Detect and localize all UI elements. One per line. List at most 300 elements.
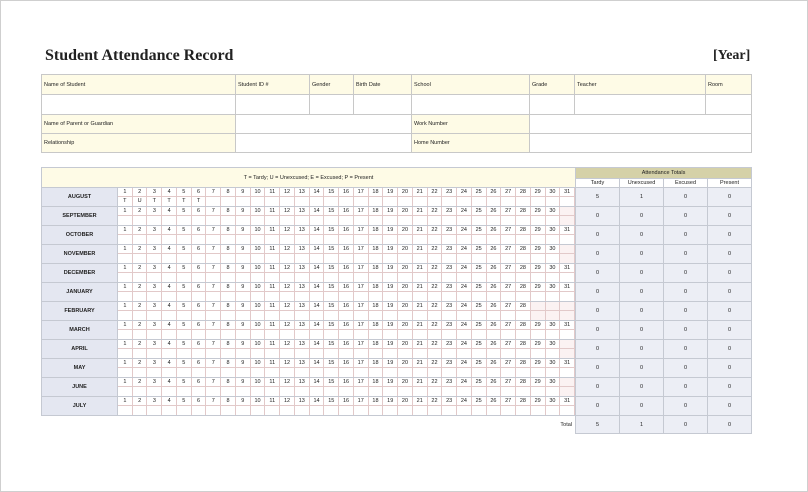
attendance-mark-cell[interactable] (221, 406, 236, 415)
attendance-mark-cell[interactable] (442, 406, 457, 415)
attendance-mark-cell[interactable] (516, 254, 531, 263)
home-number-field[interactable] (530, 134, 752, 153)
attendance-mark-cell[interactable] (221, 349, 236, 358)
attendance-mark-cell[interactable] (251, 235, 266, 244)
attendance-mark-cell[interactable] (383, 368, 398, 377)
attendance-mark-cell[interactable] (324, 349, 339, 358)
attendance-mark-cell[interactable] (531, 292, 546, 301)
attendance-mark-cell[interactable] (560, 406, 575, 415)
attendance-mark-cell[interactable] (324, 406, 339, 415)
attendance-mark-cell[interactable] (413, 197, 428, 206)
attendance-mark-cell[interactable] (383, 311, 398, 320)
attendance-mark-cell[interactable] (147, 216, 162, 225)
attendance-mark-cell[interactable] (206, 292, 221, 301)
attendance-mark-cell[interactable] (162, 292, 177, 301)
attendance-mark-cell[interactable] (516, 292, 531, 301)
attendance-mark-cell[interactable] (428, 368, 443, 377)
attendance-mark-cell[interactable] (531, 235, 546, 244)
attendance-mark-cell[interactable] (546, 197, 561, 206)
attendance-mark-cell[interactable] (531, 216, 546, 225)
attendance-mark-cell[interactable] (310, 273, 325, 282)
attendance-mark-cell[interactable] (428, 254, 443, 263)
attendance-mark-cell[interactable] (177, 311, 192, 320)
attendance-mark-cell[interactable] (428, 216, 443, 225)
attendance-mark-cell[interactable] (339, 216, 354, 225)
attendance-mark-cell[interactable] (472, 273, 487, 282)
attendance-mark-cell[interactable] (383, 406, 398, 415)
attendance-mark-cell[interactable] (177, 273, 192, 282)
attendance-mark-cell[interactable] (354, 330, 369, 339)
attendance-mark-cell[interactable] (354, 216, 369, 225)
attendance-mark-cell[interactable] (133, 235, 148, 244)
attendance-mark-cell[interactable] (236, 330, 251, 339)
attendance-mark-cell[interactable] (118, 406, 133, 415)
attendance-mark-cell[interactable] (324, 197, 339, 206)
attendance-mark-cell[interactable] (339, 368, 354, 377)
attendance-mark-cell[interactable] (236, 216, 251, 225)
attendance-mark-cell[interactable] (324, 292, 339, 301)
attendance-mark-cell[interactable] (206, 349, 221, 358)
attendance-mark-cell[interactable] (531, 368, 546, 377)
attendance-mark-cell[interactable] (295, 349, 310, 358)
attendance-mark-cell[interactable] (162, 387, 177, 396)
attendance-mark-cell[interactable] (206, 387, 221, 396)
attendance-mark-cell[interactable] (428, 387, 443, 396)
attendance-mark-cell[interactable] (206, 254, 221, 263)
attendance-mark-cell[interactable] (369, 235, 384, 244)
attendance-mark-cell[interactable] (280, 349, 295, 358)
attendance-mark-cell[interactable] (251, 406, 266, 415)
attendance-mark-cell[interactable] (310, 349, 325, 358)
attendance-mark-cell[interactable] (501, 235, 516, 244)
attendance-mark-cell[interactable] (369, 349, 384, 358)
attendance-mark-cell[interactable] (206, 406, 221, 415)
attendance-mark-cell[interactable] (251, 216, 266, 225)
attendance-mark-cell[interactable] (280, 216, 295, 225)
attendance-mark-cell[interactable] (162, 406, 177, 415)
attendance-mark-cell[interactable] (147, 311, 162, 320)
attendance-mark-cell[interactable] (369, 330, 384, 339)
attendance-mark-cell[interactable] (236, 368, 251, 377)
attendance-mark-cell[interactable] (280, 311, 295, 320)
attendance-mark-cell[interactable] (546, 292, 561, 301)
attendance-mark-cell[interactable] (118, 330, 133, 339)
attendance-mark-cell[interactable] (324, 235, 339, 244)
attendance-mark-cell[interactable] (280, 273, 295, 282)
attendance-mark-cell[interactable] (192, 292, 207, 301)
student-name-field[interactable] (42, 95, 236, 115)
attendance-mark-cell[interactable]: U (133, 197, 148, 206)
attendance-mark-cell[interactable] (162, 216, 177, 225)
attendance-mark-cell[interactable] (147, 273, 162, 282)
attendance-mark-cell[interactable] (457, 216, 472, 225)
attendance-mark-cell[interactable] (531, 273, 546, 282)
attendance-mark-cell[interactable] (310, 235, 325, 244)
attendance-mark-cell[interactable] (324, 273, 339, 282)
attendance-mark-cell[interactable] (413, 406, 428, 415)
attendance-mark-cell[interactable] (457, 235, 472, 244)
birth-date-field[interactable] (354, 95, 412, 115)
attendance-mark-cell[interactable] (546, 349, 561, 358)
attendance-mark-cell[interactable] (251, 254, 266, 263)
attendance-mark-cell[interactable] (133, 406, 148, 415)
attendance-mark-cell[interactable] (383, 273, 398, 282)
attendance-mark-cell[interactable] (383, 292, 398, 301)
attendance-mark-cell[interactable] (133, 311, 148, 320)
attendance-mark-cell[interactable]: T (177, 197, 192, 206)
attendance-mark-cell[interactable] (442, 254, 457, 263)
attendance-mark-cell[interactable] (251, 330, 266, 339)
attendance-mark-cell[interactable] (147, 406, 162, 415)
attendance-mark-cell[interactable] (265, 273, 280, 282)
attendance-mark-cell[interactable] (118, 235, 133, 244)
attendance-mark-cell[interactable] (280, 292, 295, 301)
attendance-mark-cell[interactable] (442, 235, 457, 244)
attendance-mark-cell[interactable] (457, 330, 472, 339)
attendance-mark-cell[interactable] (546, 387, 561, 396)
attendance-mark-cell[interactable] (487, 330, 502, 339)
attendance-mark-cell[interactable] (118, 273, 133, 282)
attendance-mark-cell[interactable] (221, 273, 236, 282)
attendance-mark-cell[interactable] (442, 349, 457, 358)
attendance-mark-cell[interactable] (413, 311, 428, 320)
attendance-mark-cell[interactable] (413, 330, 428, 339)
attendance-mark-cell[interactable] (147, 254, 162, 263)
attendance-mark-cell[interactable] (236, 387, 251, 396)
attendance-mark-cell[interactable] (310, 197, 325, 206)
attendance-mark-cell[interactable] (487, 216, 502, 225)
attendance-mark-cell[interactable] (221, 368, 236, 377)
attendance-mark-cell[interactable] (546, 216, 561, 225)
attendance-mark-cell[interactable] (310, 406, 325, 415)
attendance-mark-cell[interactable] (472, 235, 487, 244)
attendance-mark-cell[interactable] (251, 368, 266, 377)
attendance-mark-cell[interactable] (516, 330, 531, 339)
attendance-mark-cell[interactable] (251, 387, 266, 396)
attendance-mark-cell[interactable] (118, 292, 133, 301)
attendance-mark-cell[interactable] (487, 235, 502, 244)
attendance-mark-cell[interactable] (398, 273, 413, 282)
attendance-mark-cell[interactable] (265, 254, 280, 263)
attendance-mark-cell[interactable] (192, 349, 207, 358)
attendance-mark-cell[interactable] (383, 387, 398, 396)
attendance-mark-cell[interactable] (251, 197, 266, 206)
attendance-mark-cell[interactable] (442, 368, 457, 377)
attendance-mark-cell[interactable] (236, 254, 251, 263)
attendance-mark-cell[interactable] (413, 349, 428, 358)
attendance-mark-cell[interactable] (546, 330, 561, 339)
attendance-mark-cell[interactable] (413, 216, 428, 225)
attendance-mark-cell[interactable] (339, 406, 354, 415)
attendance-mark-cell[interactable] (339, 197, 354, 206)
attendance-mark-cell[interactable] (265, 368, 280, 377)
attendance-mark-cell[interactable] (442, 273, 457, 282)
attendance-mark-cell[interactable] (398, 216, 413, 225)
attendance-mark-cell[interactable] (501, 311, 516, 320)
attendance-mark-cell[interactable] (310, 368, 325, 377)
attendance-mark-cell[interactable] (162, 330, 177, 339)
attendance-mark-cell[interactable] (428, 235, 443, 244)
attendance-mark-cell[interactable] (560, 292, 575, 301)
attendance-mark-cell[interactable] (442, 197, 457, 206)
attendance-mark-cell[interactable] (177, 216, 192, 225)
attendance-mark-cell[interactable] (206, 273, 221, 282)
attendance-mark-cell[interactable] (398, 254, 413, 263)
attendance-mark-cell[interactable] (206, 330, 221, 339)
attendance-mark-cell[interactable] (295, 254, 310, 263)
attendance-mark-cell[interactable] (206, 197, 221, 206)
attendance-mark-cell[interactable] (369, 273, 384, 282)
attendance-mark-cell[interactable] (546, 235, 561, 244)
attendance-mark-cell[interactable] (280, 235, 295, 244)
attendance-mark-cell[interactable] (192, 387, 207, 396)
attendance-mark-cell[interactable] (383, 216, 398, 225)
attendance-mark-cell[interactable] (516, 197, 531, 206)
attendance-mark-cell[interactable] (133, 349, 148, 358)
attendance-mark-cell[interactable] (369, 368, 384, 377)
attendance-mark-cell[interactable] (133, 387, 148, 396)
attendance-mark-cell[interactable] (265, 311, 280, 320)
grade-field[interactable] (530, 95, 575, 115)
attendance-mark-cell[interactable] (501, 349, 516, 358)
attendance-mark-cell[interactable] (324, 254, 339, 263)
attendance-mark-cell[interactable] (442, 330, 457, 339)
attendance-mark-cell[interactable] (487, 273, 502, 282)
attendance-mark-cell[interactable] (472, 254, 487, 263)
attendance-mark-cell[interactable] (133, 273, 148, 282)
attendance-mark-cell[interactable] (560, 368, 575, 377)
attendance-mark-cell[interactable]: T (147, 197, 162, 206)
attendance-mark-cell[interactable] (442, 292, 457, 301)
attendance-mark-cell[interactable] (162, 235, 177, 244)
attendance-mark-cell[interactable] (206, 216, 221, 225)
attendance-mark-cell[interactable] (413, 235, 428, 244)
attendance-mark-cell[interactable] (487, 349, 502, 358)
attendance-mark-cell[interactable] (546, 254, 561, 263)
attendance-mark-cell[interactable] (280, 387, 295, 396)
attendance-mark-cell[interactable] (516, 235, 531, 244)
attendance-mark-cell[interactable] (310, 292, 325, 301)
attendance-mark-cell[interactable] (324, 330, 339, 339)
year-field[interactable]: [Year] (713, 48, 751, 63)
attendance-mark-cell[interactable] (177, 349, 192, 358)
attendance-mark-cell[interactable] (472, 349, 487, 358)
attendance-mark-cell[interactable] (501, 330, 516, 339)
attendance-mark-cell[interactable] (531, 254, 546, 263)
attendance-mark-cell[interactable] (546, 406, 561, 415)
attendance-mark-cell[interactable] (147, 330, 162, 339)
attendance-mark-cell[interactable] (133, 292, 148, 301)
attendance-mark-cell[interactable] (133, 368, 148, 377)
attendance-mark-cell[interactable] (560, 273, 575, 282)
attendance-mark-cell[interactable] (428, 311, 443, 320)
attendance-mark-cell[interactable] (147, 349, 162, 358)
attendance-mark-cell[interactable] (324, 216, 339, 225)
attendance-mark-cell[interactable] (192, 311, 207, 320)
attendance-mark-cell[interactable] (118, 387, 133, 396)
attendance-mark-cell[interactable] (546, 273, 561, 282)
attendance-mark-cell[interactable] (310, 254, 325, 263)
attendance-mark-cell[interactable] (501, 197, 516, 206)
attendance-mark-cell[interactable] (501, 406, 516, 415)
attendance-mark-cell[interactable] (516, 311, 531, 320)
attendance-mark-cell[interactable] (354, 273, 369, 282)
room-field[interactable] (706, 95, 752, 115)
attendance-mark-cell[interactable] (457, 273, 472, 282)
school-field[interactable] (412, 95, 530, 115)
attendance-mark-cell[interactable] (472, 197, 487, 206)
attendance-mark-cell[interactable] (310, 311, 325, 320)
attendance-mark-cell[interactable] (354, 368, 369, 377)
attendance-mark-cell[interactable] (428, 349, 443, 358)
attendance-mark-cell[interactable] (280, 254, 295, 263)
attendance-mark-cell[interactable] (280, 330, 295, 339)
attendance-mark-cell[interactable] (162, 273, 177, 282)
attendance-mark-cell[interactable] (133, 254, 148, 263)
attendance-mark-cell[interactable] (354, 387, 369, 396)
attendance-mark-cell[interactable] (398, 197, 413, 206)
parent-guardian-field[interactable] (236, 115, 412, 134)
attendance-mark-cell[interactable] (413, 254, 428, 263)
attendance-mark-cell[interactable] (398, 406, 413, 415)
attendance-mark-cell[interactable] (472, 311, 487, 320)
attendance-mark-cell[interactable] (192, 235, 207, 244)
attendance-mark-cell[interactable] (118, 254, 133, 263)
attendance-mark-cell[interactable] (531, 197, 546, 206)
attendance-mark-cell[interactable] (369, 254, 384, 263)
attendance-mark-cell[interactable] (487, 197, 502, 206)
attendance-mark-cell[interactable] (501, 216, 516, 225)
attendance-mark-cell[interactable] (369, 387, 384, 396)
attendance-mark-cell[interactable] (398, 349, 413, 358)
teacher-field[interactable] (575, 95, 706, 115)
attendance-mark-cell[interactable] (221, 235, 236, 244)
attendance-mark-cell[interactable] (531, 330, 546, 339)
attendance-mark-cell[interactable] (251, 292, 266, 301)
attendance-mark-cell[interactable] (398, 387, 413, 396)
attendance-mark-cell[interactable] (369, 292, 384, 301)
attendance-mark-cell[interactable] (339, 292, 354, 301)
attendance-mark-cell[interactable] (206, 311, 221, 320)
attendance-mark-cell[interactable] (236, 349, 251, 358)
attendance-mark-cell[interactable] (487, 311, 502, 320)
attendance-mark-cell[interactable] (413, 273, 428, 282)
attendance-mark-cell[interactable]: T (192, 197, 207, 206)
attendance-mark-cell[interactable] (516, 368, 531, 377)
attendance-mark-cell[interactable] (310, 387, 325, 396)
attendance-mark-cell[interactable] (133, 330, 148, 339)
attendance-mark-cell[interactable] (236, 235, 251, 244)
attendance-mark-cell[interactable] (457, 406, 472, 415)
attendance-mark-cell[interactable] (339, 387, 354, 396)
attendance-mark-cell[interactable] (265, 387, 280, 396)
work-number-field[interactable] (530, 115, 752, 134)
attendance-mark-cell[interactable] (162, 368, 177, 377)
attendance-mark-cell[interactable] (236, 406, 251, 415)
attendance-mark-cell[interactable] (192, 216, 207, 225)
attendance-mark-cell[interactable] (339, 254, 354, 263)
attendance-mark-cell[interactable] (428, 197, 443, 206)
attendance-mark-cell[interactable] (206, 235, 221, 244)
attendance-mark-cell[interactable] (177, 406, 192, 415)
attendance-mark-cell[interactable] (280, 368, 295, 377)
attendance-mark-cell[interactable] (236, 273, 251, 282)
attendance-mark-cell[interactable] (295, 235, 310, 244)
attendance-mark-cell[interactable] (251, 311, 266, 320)
attendance-mark-cell[interactable] (457, 368, 472, 377)
attendance-mark-cell[interactable] (295, 197, 310, 206)
attendance-mark-cell[interactable] (398, 368, 413, 377)
attendance-mark-cell[interactable] (221, 216, 236, 225)
attendance-mark-cell[interactable] (354, 235, 369, 244)
attendance-mark-cell[interactable] (354, 406, 369, 415)
attendance-mark-cell[interactable] (487, 292, 502, 301)
attendance-mark-cell[interactable] (472, 368, 487, 377)
attendance-mark-cell[interactable] (383, 254, 398, 263)
attendance-mark-cell[interactable] (398, 330, 413, 339)
attendance-mark-cell[interactable] (560, 330, 575, 339)
student-id-field[interactable] (236, 95, 310, 115)
attendance-mark-cell[interactable] (383, 235, 398, 244)
attendance-mark-cell[interactable]: T (162, 197, 177, 206)
attendance-mark-cell[interactable] (251, 273, 266, 282)
attendance-mark-cell[interactable] (192, 273, 207, 282)
attendance-mark-cell[interactable] (457, 349, 472, 358)
attendance-mark-cell[interactable] (236, 197, 251, 206)
attendance-mark-cell[interactable] (192, 254, 207, 263)
attendance-mark-cell[interactable] (236, 292, 251, 301)
attendance-mark-cell[interactable] (457, 292, 472, 301)
attendance-mark-cell[interactable] (177, 254, 192, 263)
attendance-mark-cell[interactable] (221, 311, 236, 320)
attendance-mark-cell[interactable] (383, 330, 398, 339)
relationship-field[interactable] (236, 134, 412, 153)
attendance-mark-cell[interactable] (546, 368, 561, 377)
attendance-mark-cell[interactable]: T (118, 197, 133, 206)
attendance-mark-cell[interactable] (487, 406, 502, 415)
attendance-mark-cell[interactable] (118, 368, 133, 377)
attendance-mark-cell[interactable] (206, 368, 221, 377)
attendance-mark-cell[interactable] (162, 254, 177, 263)
attendance-mark-cell[interactable] (383, 349, 398, 358)
attendance-mark-cell[interactable] (398, 292, 413, 301)
attendance-mark-cell[interactable] (472, 406, 487, 415)
attendance-mark-cell[interactable] (118, 216, 133, 225)
attendance-mark-cell[interactable] (280, 197, 295, 206)
attendance-mark-cell[interactable] (295, 387, 310, 396)
attendance-mark-cell[interactable] (516, 216, 531, 225)
attendance-mark-cell[interactable] (324, 387, 339, 396)
attendance-mark-cell[interactable] (118, 349, 133, 358)
attendance-mark-cell[interactable] (177, 235, 192, 244)
attendance-mark-cell[interactable] (221, 330, 236, 339)
attendance-mark-cell[interactable] (472, 330, 487, 339)
attendance-mark-cell[interactable] (516, 273, 531, 282)
attendance-mark-cell[interactable] (324, 311, 339, 320)
attendance-mark-cell[interactable] (265, 292, 280, 301)
attendance-mark-cell[interactable] (428, 292, 443, 301)
attendance-mark-cell[interactable] (118, 311, 133, 320)
attendance-mark-cell[interactable] (501, 387, 516, 396)
attendance-mark-cell[interactable] (265, 216, 280, 225)
attendance-mark-cell[interactable] (295, 330, 310, 339)
attendance-mark-cell[interactable] (354, 197, 369, 206)
attendance-mark-cell[interactable] (472, 292, 487, 301)
attendance-mark-cell[interactable] (487, 387, 502, 396)
attendance-mark-cell[interactable] (265, 235, 280, 244)
attendance-mark-cell[interactable] (339, 235, 354, 244)
attendance-mark-cell[interactable] (398, 235, 413, 244)
